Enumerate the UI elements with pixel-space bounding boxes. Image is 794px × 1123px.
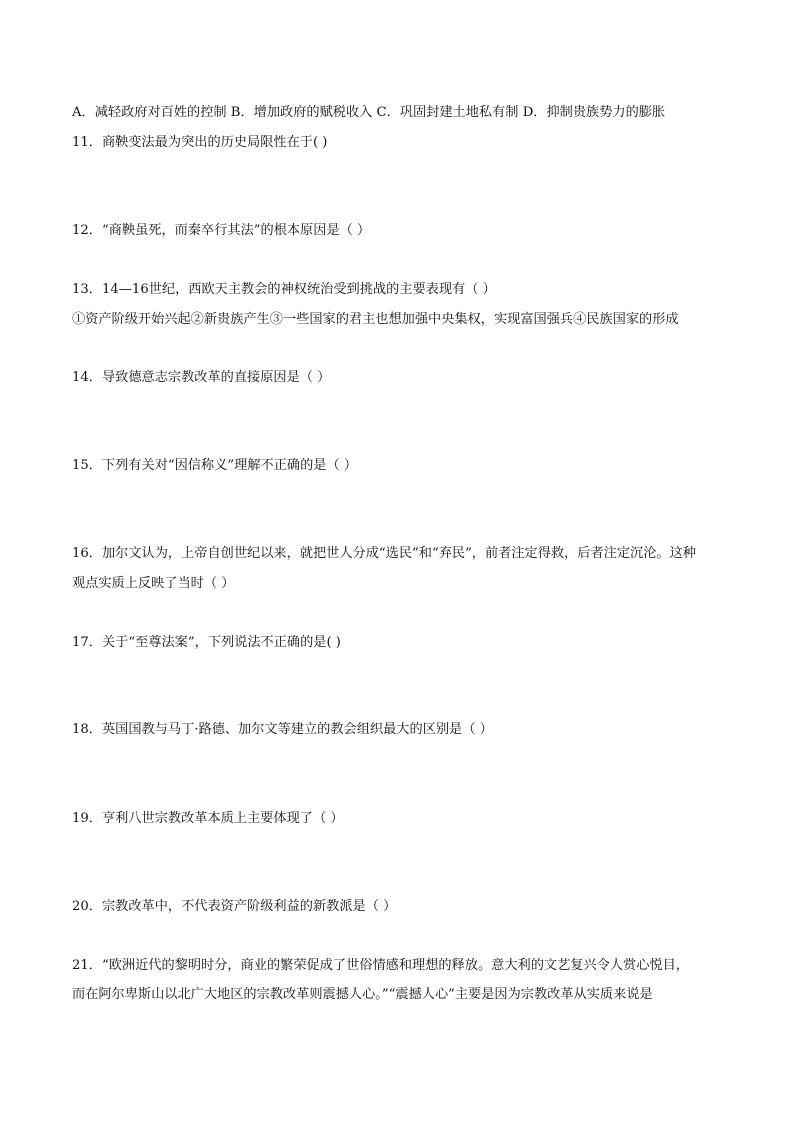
text-line: 17．关于“至尊法案”，下列说法不正确的是( )	[72, 635, 341, 650]
text-line: ①资产阶级开始兴起②新贵族产生③一些国家的君主也想加强中央集权，实现富国强兵④民族国家的形成	[72, 312, 679, 327]
text-line: 19．亨利八世宗教改革本质上主要体现了（ ）	[72, 811, 344, 826]
text-line: 观点实质上反映了当时（ ）	[72, 576, 235, 591]
text-line: 16．加尔文认为，上帝自创世纪以来，就把世人分成“选民”和“弃民”，前者注定得救，后者注定沉沦。这种	[72, 546, 696, 561]
text-line: 21．“欧洲近代的黎明时分，商业的繁荣促成了世俗情感和理想的释放。意大利的文艺复兴令人赏心悦目，	[72, 958, 689, 973]
text-line: 而在阿尔卑斯山以北广大地区的宗教改革则震撼人心。”“震撼人心”主要是因为宗教改革从实质来说是	[72, 987, 653, 1002]
text-line: 18．英国国教与马丁·路德、加尔文等建立的教会组织最大的区别是（ ）	[72, 722, 493, 737]
text-line: 14．导致德意志宗教改革的直接原因是（ ）	[72, 370, 331, 385]
text-line: 13．14—16世纪，西欧天主教会的神权统治受到挑战的主要表现有（ ）	[72, 282, 496, 297]
text-line: 12．“商鞅虽死，而秦卒行其法”的根本原因是（ ）	[72, 223, 371, 238]
text-line: 11．商鞅变法最为突出的历史局限性在于( )	[72, 135, 328, 150]
text-line: 15．下列有关对“因信称义”理解不正确的是（ ）	[72, 458, 358, 473]
text-line: 20．宗教改革中，不代表资产阶级利益的新教派是（ ）	[72, 899, 397, 914]
text-line: A．减轻政府对百姓的控制 B．增加政府的赋税收入 C．巩固封建土地私有制 D．抑制贵族势力的膨胀	[72, 105, 666, 120]
